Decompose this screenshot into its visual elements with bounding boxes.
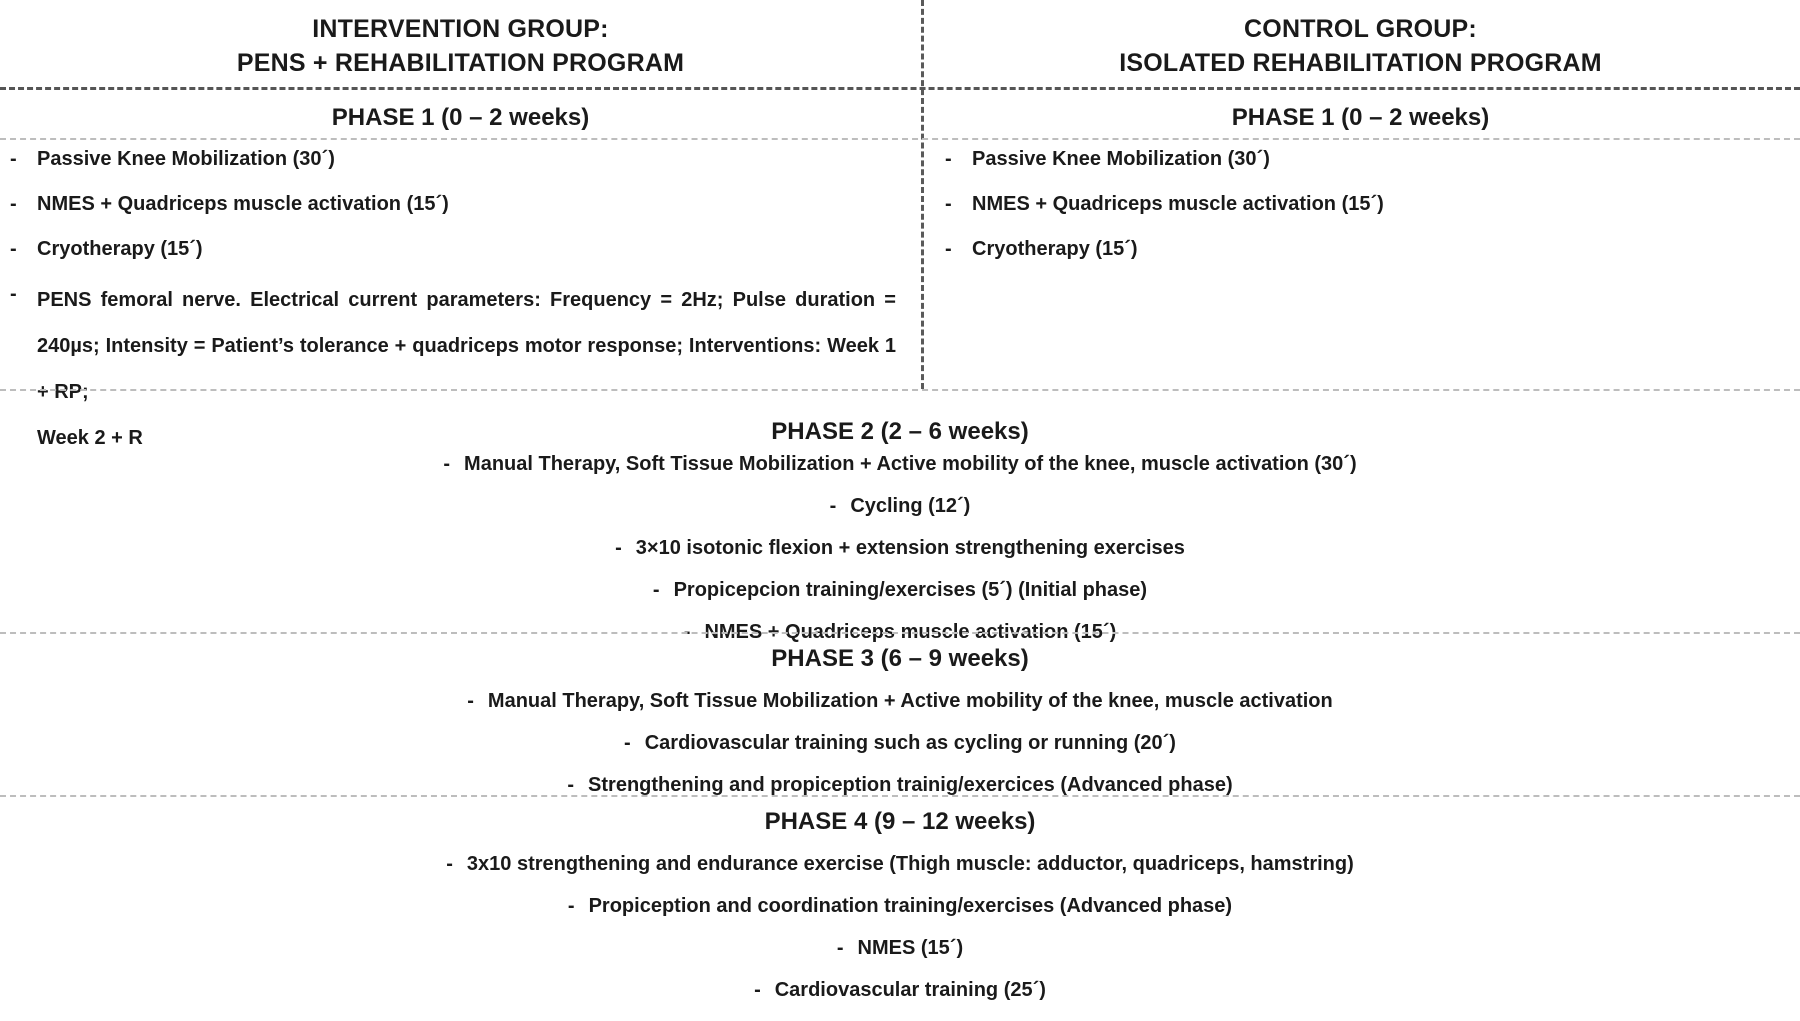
phase-3-list: [0, 690, 1800, 816]
list-item: [945, 187, 1775, 222]
list-item-label: Propiception and coordination training/exercises (Advanced phase): [588, 895, 1233, 917]
group-header-row: [0, 0, 1800, 87]
list-item-label: Cryotherapy (15´): [37, 238, 203, 260]
bullet-dash: -: [624, 732, 631, 754]
bullet-dash: -: [10, 193, 17, 215]
control-group-header: [921, 0, 1800, 87]
list-item-label: NMES + Quadriceps muscle activation (15´): [704, 621, 1117, 643]
list-item-label: Cryotherapy (15´): [972, 238, 1138, 260]
list-item: [0, 774, 1800, 796]
bullet-dash: -: [945, 193, 952, 215]
bullet-dash: -: [945, 238, 952, 260]
list-item-label: Manual Therapy, Soft Tissue Mobilization + Active mobility of the knee, muscle activation (30´): [464, 453, 1357, 475]
divider-below-phase-1-titles: [0, 138, 1800, 140]
list-item: [945, 142, 1775, 177]
phase-1-title-control: PHASE 1 (0 – 2 weeks): [1231, 104, 1490, 131]
pens-parameters-line3: Week 2 + R: [37, 427, 143, 449]
intervention-group-title-line2: PENS + REHABILITATION PROGRAM: [236, 48, 685, 77]
list-item: [0, 579, 1800, 601]
bullet-dash: -: [754, 979, 761, 1001]
divider-below-phase-1: [0, 389, 1800, 391]
list-item: [945, 232, 1775, 267]
list-item: [0, 937, 1800, 959]
bullet-dash: -: [652, 579, 660, 601]
list-item-label: 3x10 strengthening and endurance exercise (Thigh muscle: adductor, quadriceps, hamstring): [466, 853, 1354, 875]
list-item-label: Passive Knee Mobilization (30´): [972, 148, 1270, 170]
bullet-dash: -: [615, 537, 622, 559]
list-item: [0, 453, 1800, 475]
list-item: [0, 853, 1800, 875]
bullet-dash: -: [10, 238, 17, 260]
phase-4-list: [0, 853, 1800, 1021]
pens-parameters-line2: Intensity = Patient’s tolerance + quadriceps motor response; Interventions: Week 1 + RP;: [37, 335, 896, 403]
list-item-label: Passive Knee Mobilization (30´): [37, 148, 335, 170]
list-item: [0, 690, 1800, 712]
list-item: [10, 232, 896, 267]
phase-3-title: PHASE 3 (6 – 9 weeks): [771, 645, 1029, 672]
bullet-dash: -: [836, 937, 844, 959]
intervention-group-header: [0, 0, 921, 87]
phase-1-control-list: [921, 142, 1800, 277]
list-item-label: Propicepcion training/exercises (5´) (Initial phase): [673, 579, 1148, 601]
list-item: [0, 895, 1800, 917]
list-item-label: Strengthening and propiception trainig/exercices (Advanced phase): [588, 774, 1233, 796]
bullet-dash: -: [945, 148, 952, 170]
control-group-title-line1: CONTROL GROUP:: [1244, 14, 1477, 43]
phase-1-title-intervention: PHASE 1 (0 – 2 weeks): [331, 104, 590, 131]
intervention-group-title-line1: INTERVENTION GROUP:: [312, 14, 609, 43]
divider-below-phase-3: [0, 795, 1800, 797]
list-item-label: Cardiovascular training (25´): [774, 979, 1046, 1001]
bullet-dash: -: [567, 774, 575, 796]
list-item-label: NMES (15´): [857, 937, 964, 959]
control-group-title-line2: ISOLATED REHABILITATION PROGRAM: [1119, 48, 1602, 77]
bullet-dash: -: [10, 283, 17, 305]
divider-below-phase-2: [0, 632, 1800, 634]
list-item-label: NMES + Quadriceps muscle activation (15´): [37, 193, 449, 215]
bullet-dash: -: [443, 453, 451, 475]
phase-4-title: PHASE 4 (9 – 12 weeks): [764, 808, 1036, 835]
list-item: [0, 495, 1800, 517]
list-item: [10, 187, 896, 222]
list-item-label: Manual Therapy, Soft Tissue Mobilization + Active mobility of the knee, muscle activation: [487, 690, 1333, 712]
list-item-label: 3×10 isotonic flexion + extension strengthening exercises: [635, 537, 1185, 559]
list-item-label: Cardiovascular training such as cycling or running (20´): [644, 732, 1176, 754]
list-item: [10, 142, 896, 177]
phase-2-title: PHASE 2 (2 – 6 weeks): [771, 418, 1029, 445]
bullet-dash: -: [446, 853, 453, 875]
bullet-dash: -: [567, 895, 575, 917]
list-item: [0, 732, 1800, 754]
list-item-label: NMES + Quadriceps muscle activation (15´): [972, 193, 1384, 215]
bullet-dash: -: [467, 690, 474, 712]
bullet-dash: -: [829, 495, 837, 517]
divider-below-group-headers: [0, 87, 1800, 90]
bullet-dash: -: [683, 621, 691, 643]
list-item: [0, 537, 1800, 559]
bullet-dash: -: [10, 148, 17, 170]
pens-parameters-line1: PENS femoral nerve. Electrical current parameters: Frequency = 2Hz; Pulse duration = 240µs;: [37, 289, 896, 357]
list-item-label: Cycling (12´): [850, 495, 971, 517]
